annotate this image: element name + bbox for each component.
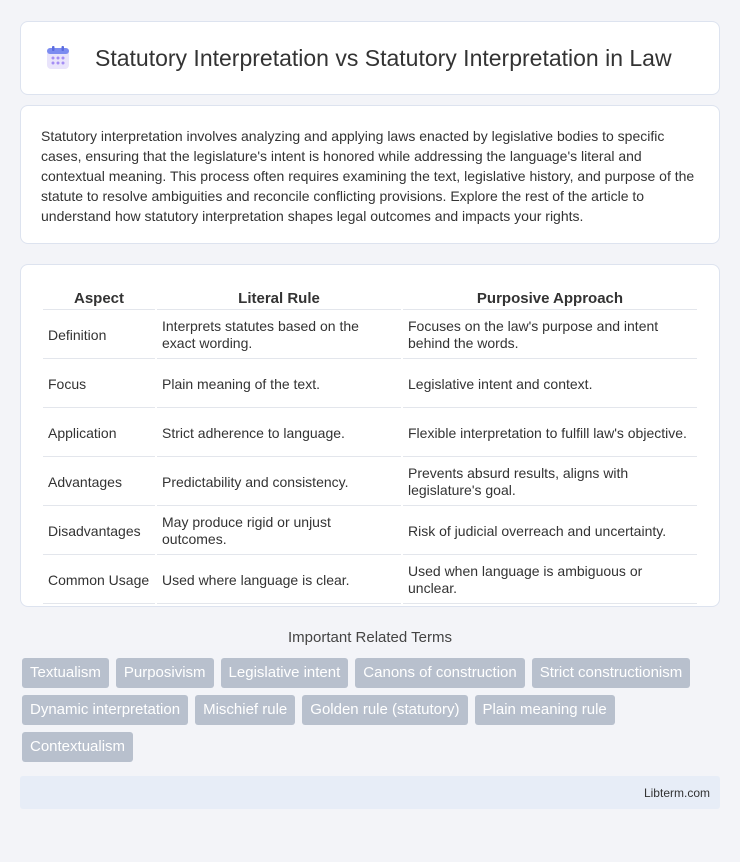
- header-card: [20, 21, 720, 95]
- cell-literal: Interprets statutes based on the exact wording.: [157, 312, 401, 359]
- cell-purposive: Used when language is ambiguous or unclear.: [403, 557, 697, 604]
- cell-literal: Strict adherence to language.: [157, 410, 401, 457]
- cell-literal: Predictability and consistency.: [157, 459, 401, 506]
- cell-aspect: Disadvantages: [43, 508, 155, 555]
- header-literal-rule: Literal Rule: [157, 287, 401, 310]
- table-row: [43, 361, 697, 408]
- cell-literal: May produce rigid or unjust outcomes.: [157, 508, 401, 555]
- tag-golden-rule[interactable]: Golden rule (statutory): [302, 695, 467, 725]
- cell-purposive: Flexible interpretation to fulfill law's objective.: [403, 410, 697, 457]
- cell-literal: Plain meaning of the text.: [157, 361, 401, 408]
- tag-purposivism[interactable]: Purposivism: [116, 658, 214, 688]
- table-row: [43, 459, 697, 506]
- cell-literal: Used where language is clear.: [157, 557, 401, 604]
- tag-textualism[interactable]: Textualism: [22, 658, 109, 688]
- footer-site-link[interactable]: Libterm.com: [643, 785, 710, 800]
- header-aspect: Aspect: [43, 287, 155, 310]
- tag-legislative-intent[interactable]: Legislative intent: [221, 658, 349, 688]
- related-terms-list: [0, 658, 740, 762]
- cell-purposive: Prevents absurd results, aligns with legislature's goal.: [403, 459, 697, 506]
- tag-dynamic-interpretation[interactable]: Dynamic interpretation: [22, 695, 188, 725]
- header-purposive-approach: Purposive Approach: [403, 287, 697, 310]
- related-terms-title: Important Related Terms: [288, 629, 452, 646]
- cell-aspect: Definition: [43, 312, 155, 359]
- page-title: Statutory Interpretation vs Statutory Interpretation in Law: [95, 44, 672, 71]
- tag-strict-constructionism[interactable]: Strict constructionism: [532, 658, 691, 688]
- intro-card: [20, 105, 720, 244]
- tag-contextualism[interactable]: Contextualism: [22, 732, 133, 762]
- table-row: [43, 557, 697, 604]
- table-header-row: [43, 287, 697, 310]
- intro-text: Statutory interpretation involves analyzing and applying laws enacted by legislative bodies to specific cases, ensuring that the legislature's intent is honored while addressing the language's literal and contextual meaning. This process often requires examining the text, legislative history, and purpose of the statute to resolve ambiguities and reconcile conflicting provisions. Explore the rest of the article to understand how statutory interpretation shapes legal outcomes and impacts your rights.: [41, 128, 695, 224]
- cell-purposive: Focuses on the law's purpose and intent behind the words.: [403, 312, 697, 359]
- cell-purposive: Risk of judicial overreach and uncertainty.: [403, 508, 697, 555]
- cell-aspect: Application: [43, 410, 155, 457]
- tag-plain-meaning-rule[interactable]: Plain meaning rule: [475, 695, 615, 725]
- tag-mischief-rule[interactable]: Mischief rule: [195, 695, 295, 725]
- calendar-grid-icon: [45, 45, 71, 71]
- comparison-card: [20, 264, 720, 607]
- footer: [20, 776, 720, 809]
- cell-purposive: Legislative intent and context.: [403, 361, 697, 408]
- comparison-table: [41, 285, 699, 606]
- cell-aspect: Advantages: [43, 459, 155, 506]
- cell-aspect: Focus: [43, 361, 155, 408]
- tag-canons-of-construction[interactable]: Canons of construction: [355, 658, 524, 688]
- cell-aspect: Common Usage: [43, 557, 155, 604]
- table-row: [43, 410, 697, 457]
- table-row: [43, 312, 697, 359]
- table-row: [43, 508, 697, 555]
